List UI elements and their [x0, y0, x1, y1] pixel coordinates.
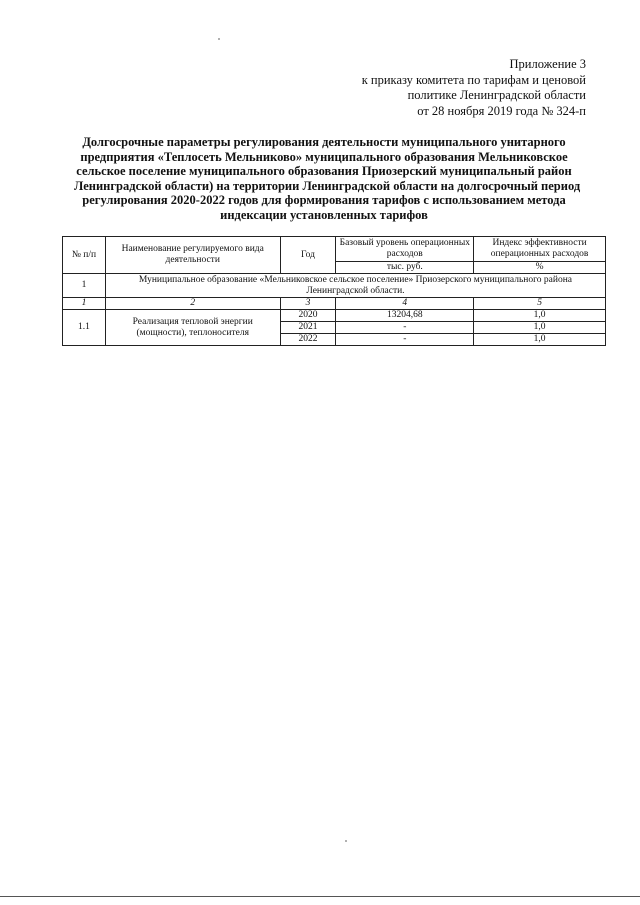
column-number: 3 — [280, 298, 336, 310]
cell-year: 2022 — [280, 334, 336, 346]
cell-base-level: - — [336, 334, 474, 346]
title-line-2: предприятия «Теплосеть Мельниково» муниципального образования Мельниковское — [80, 149, 568, 164]
table-row-column-numbers — [63, 298, 606, 310]
table-row — [63, 310, 606, 322]
header-activity-name: Наименование регулируемого вида деятельности — [105, 237, 280, 274]
cell-efficiency-index: 1,0 — [474, 322, 606, 334]
column-number: 1 — [63, 298, 106, 310]
appendix-line-3: политике Ленинградской области — [407, 88, 586, 102]
header-base-level: Базовый уровень операционных расходов — [336, 237, 474, 262]
appendix-reference — [306, 57, 586, 119]
table-header-row — [63, 237, 606, 262]
appendix-line-4: от 28 ноября 2019 года № 324-п — [417, 103, 586, 118]
cell-efficiency-index: 1,0 — [474, 310, 606, 322]
column-number: 2 — [105, 298, 280, 310]
title-line-5: регулирования 2020-2022 годов для формирования тарифов с использованием метода — [82, 193, 566, 208]
org-num: 1 — [63, 274, 106, 298]
scan-speck — [218, 38, 220, 40]
cell-efficiency-index: 1,0 — [474, 334, 606, 346]
title-line-3: сельское поселение муниципального образования Приозерский муниципальный район — [76, 164, 572, 179]
header-efficiency-index: Индекс эффективности операционных расходов — [474, 237, 606, 262]
scan-speck — [345, 840, 347, 842]
document-title — [74, 135, 581, 223]
title-line-4: Ленинградской области) на территории Ленинградской области на долгосрочный период — [74, 178, 581, 193]
header-num: № п/п — [63, 237, 106, 274]
title-line-6: индексации установленных тарифов — [220, 207, 428, 222]
org-name: Муниципальное образование «Мельниковское сельское поселение» Приозерского муниципального района Ленинградской области. — [105, 274, 605, 298]
cell-base-level: 13204,68 — [336, 310, 474, 322]
item-activity-name: Реализация тепловой энергии (мощности), теплоносителя — [105, 310, 280, 346]
cell-base-level: - — [336, 322, 474, 334]
cell-year: 2021 — [280, 322, 336, 334]
unit-base-level: тыс. руб. — [336, 262, 474, 274]
cell-year: 2020 — [280, 310, 336, 322]
unit-efficiency-index: % — [474, 262, 606, 274]
column-number: 4 — [336, 298, 474, 310]
table-row-organization — [63, 274, 606, 298]
header-year: Год — [280, 237, 336, 274]
appendix-line-1: Приложение 3 — [509, 57, 586, 71]
item-num: 1.1 — [63, 310, 106, 346]
appendix-line-2: к приказу комитета по тарифам и ценовой — [361, 72, 586, 87]
tariff-parameters-table — [62, 236, 606, 346]
column-number: 5 — [474, 298, 606, 310]
scan-edge-line — [0, 896, 640, 897]
title-line-1: Долгосрочные параметры регулирования деятельности муниципального унитарного — [82, 135, 566, 149]
